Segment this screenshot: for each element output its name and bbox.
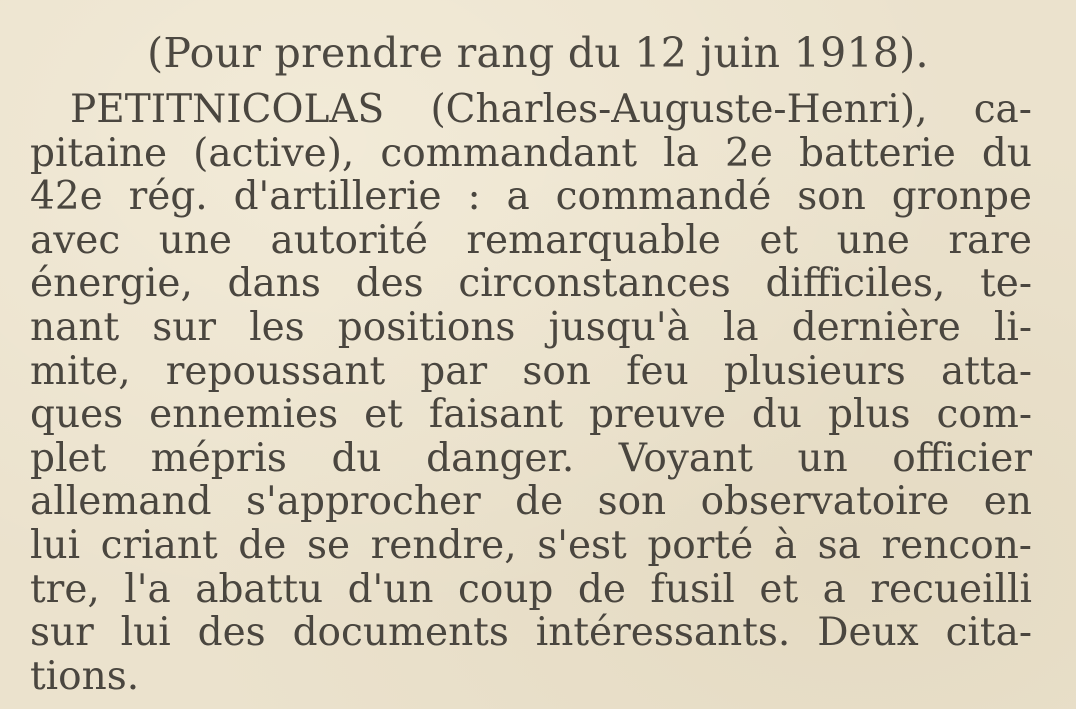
text-line: tre, l'a abattu d'un coup de fusil et a recueilli	[30, 566, 1032, 612]
text-line: lui criant de se rendre, s'est porté à sa rencon-	[30, 522, 1032, 568]
text-line: pitaine (active), commandant la 2e batterie du	[30, 130, 1032, 176]
text-line: 42e rég. d'artillerie : a commandé son gronpe	[30, 174, 1032, 220]
text-line: ques ennemies et faisant preuve du plus com-	[30, 392, 1032, 438]
citation-paragraph	[30, 88, 1032, 698]
section-heading: (Pour prendre rang du 12 juin 1918).	[147, 29, 929, 77]
text-line: tions.	[30, 653, 140, 699]
text-line: mite, repoussant par son feu plusieurs atta-	[30, 348, 1032, 394]
text-line: plet mépris du danger. Voyant un officier	[30, 435, 1032, 481]
text-line: nant sur les positions jusqu'à la dernière li-	[30, 304, 1032, 350]
text-line: énergie, dans des circonstances difficiles, te-	[30, 261, 1032, 307]
text-line: avec une autorité remarquable et une rare	[30, 217, 1032, 263]
text-line: allemand s'approcher de son observatoire en	[30, 479, 1032, 525]
text-line: sur lui des documents intéressants. Deux cita-	[30, 610, 1032, 656]
text-line: PETITNICOLAS (Charles-Auguste-Henri), ca-	[70, 87, 1032, 132]
